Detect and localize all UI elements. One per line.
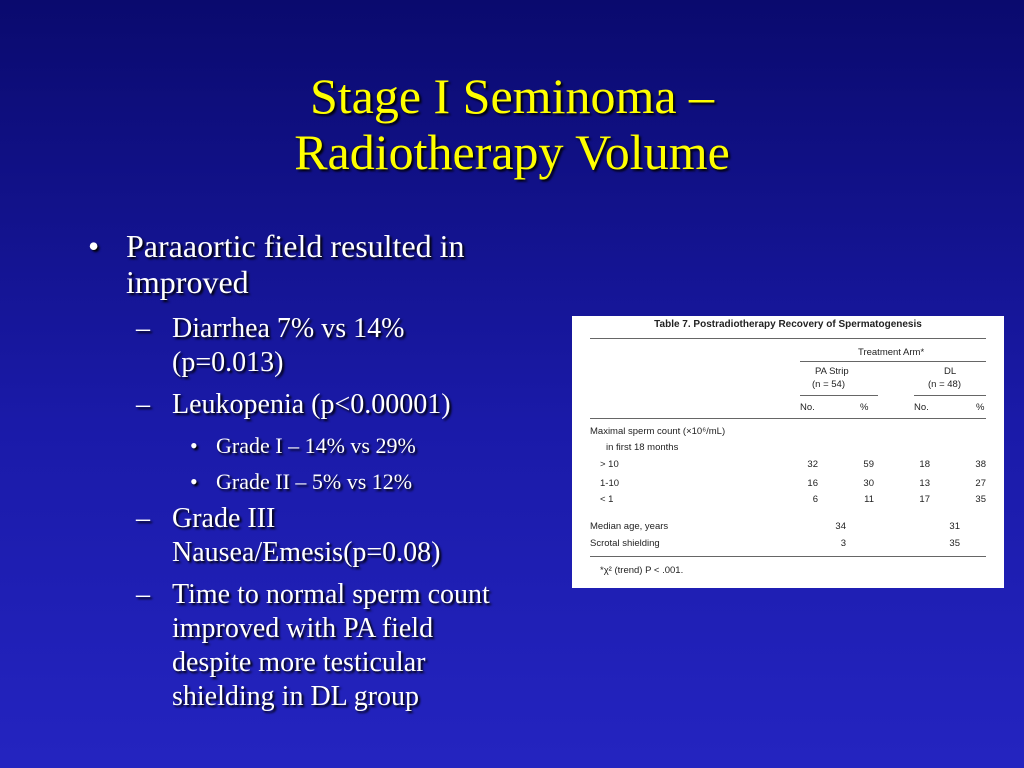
table-rule: [800, 361, 986, 362]
bullet-list: [88, 228, 608, 722]
section-label: Maximal sperm count (×10⁶/mL): [590, 426, 726, 437]
dash-marker: –: [136, 389, 150, 420]
table-rule: [590, 338, 986, 339]
bullet-marker: •: [88, 228, 100, 264]
treatment-arm-header: Treatment Arm*: [858, 347, 925, 358]
sub-sub-bullet-grade-1: [88, 430, 608, 462]
cell: 59: [863, 459, 874, 470]
table-rule: [914, 395, 986, 396]
sub-bullet-text-line: Diarrhea 7% vs 14%: [172, 313, 405, 344]
sub-bullet-nausea: [88, 502, 608, 570]
sub-bullet-text-line: Nausea/Emesis(p=0.08): [172, 537, 441, 568]
sub-bullet-text-line: despite more testicular: [172, 647, 426, 678]
col-no-header: No.: [800, 402, 815, 413]
sub-bullet-leukopenia: [88, 388, 608, 422]
table-rule: [590, 556, 986, 557]
col-pct-header: %: [860, 402, 869, 413]
col-pct-header: %: [976, 402, 985, 413]
bullet-text-line: Paraaortic field resulted in: [126, 228, 465, 264]
cell: 11: [864, 494, 874, 505]
table-rule: [800, 395, 878, 396]
sub-sub-bullet-text: Grade II – 5% vs 12%: [216, 469, 413, 494]
sub-bullet-text-line: shielding in DL group: [172, 681, 420, 712]
cell: 35: [949, 538, 960, 549]
spermatogenesis-table: [572, 316, 1004, 588]
arm1-n: (n = 54): [812, 379, 846, 390]
row-label: < 1: [600, 494, 614, 505]
row-label: > 10: [600, 459, 619, 470]
slide-title: [0, 68, 1024, 180]
cell: 35: [975, 494, 986, 505]
table-footnote: *χ² (trend) P < .001.: [600, 565, 684, 576]
cell: 38: [975, 459, 986, 470]
cell: 27: [975, 478, 986, 489]
dash-marker: –: [136, 503, 150, 534]
cell: 18: [919, 459, 930, 470]
section-sublabel: in first 18 months: [606, 442, 679, 453]
sub-bullet-text-line: improved with PA field: [172, 613, 434, 644]
cell: 3: [840, 538, 846, 549]
sub-bullet-text-line: (p=0.013): [172, 347, 284, 378]
row-label: Median age, years: [590, 521, 669, 532]
cell: 17: [919, 494, 930, 505]
cell: 30: [863, 478, 874, 489]
sub-bullet-diarrhea: [88, 312, 608, 380]
arm2-n: (n = 48): [928, 379, 962, 390]
sub-bullet-text-line: Grade III: [172, 503, 276, 534]
sub-sub-bullet-text: Grade I – 14% vs 29%: [216, 433, 416, 458]
arm2-header: DL: [944, 366, 957, 377]
table-rule: [590, 418, 986, 419]
row-label: Scrotal shielding: [590, 538, 660, 549]
title-line-2: Radiotherapy Volume: [294, 124, 730, 180]
col-no-header: No.: [914, 402, 929, 413]
dash-marker: –: [136, 313, 150, 344]
row-label: 1-10: [600, 478, 620, 489]
sub-sub-bullet-grade-2: [88, 466, 608, 498]
bullet-marker: •: [190, 433, 198, 458]
bullet-marker: •: [190, 469, 198, 494]
cell: 16: [807, 478, 818, 489]
bullet-paraaortic: [88, 228, 608, 300]
title-line-1: Stage I Seminoma –: [309, 68, 715, 124]
sub-bullet-sperm-count: [88, 578, 608, 714]
sub-bullet-text-line: Leukopenia (p<0.00001): [172, 389, 451, 420]
cell: 13: [919, 478, 930, 489]
cell: 6: [812, 494, 818, 505]
cell: 32: [807, 459, 818, 470]
arm1-header: PA Strip: [815, 366, 849, 377]
sub-bullet-text-line: Time to normal sperm count: [172, 579, 490, 610]
table-caption: Table 7. Postradiotherapy Recovery of Spermatogenesis: [654, 319, 922, 330]
bullet-text-line: improved: [126, 264, 249, 300]
cell: 31: [949, 521, 960, 532]
dash-marker: –: [136, 579, 150, 610]
cell: 34: [835, 521, 846, 532]
